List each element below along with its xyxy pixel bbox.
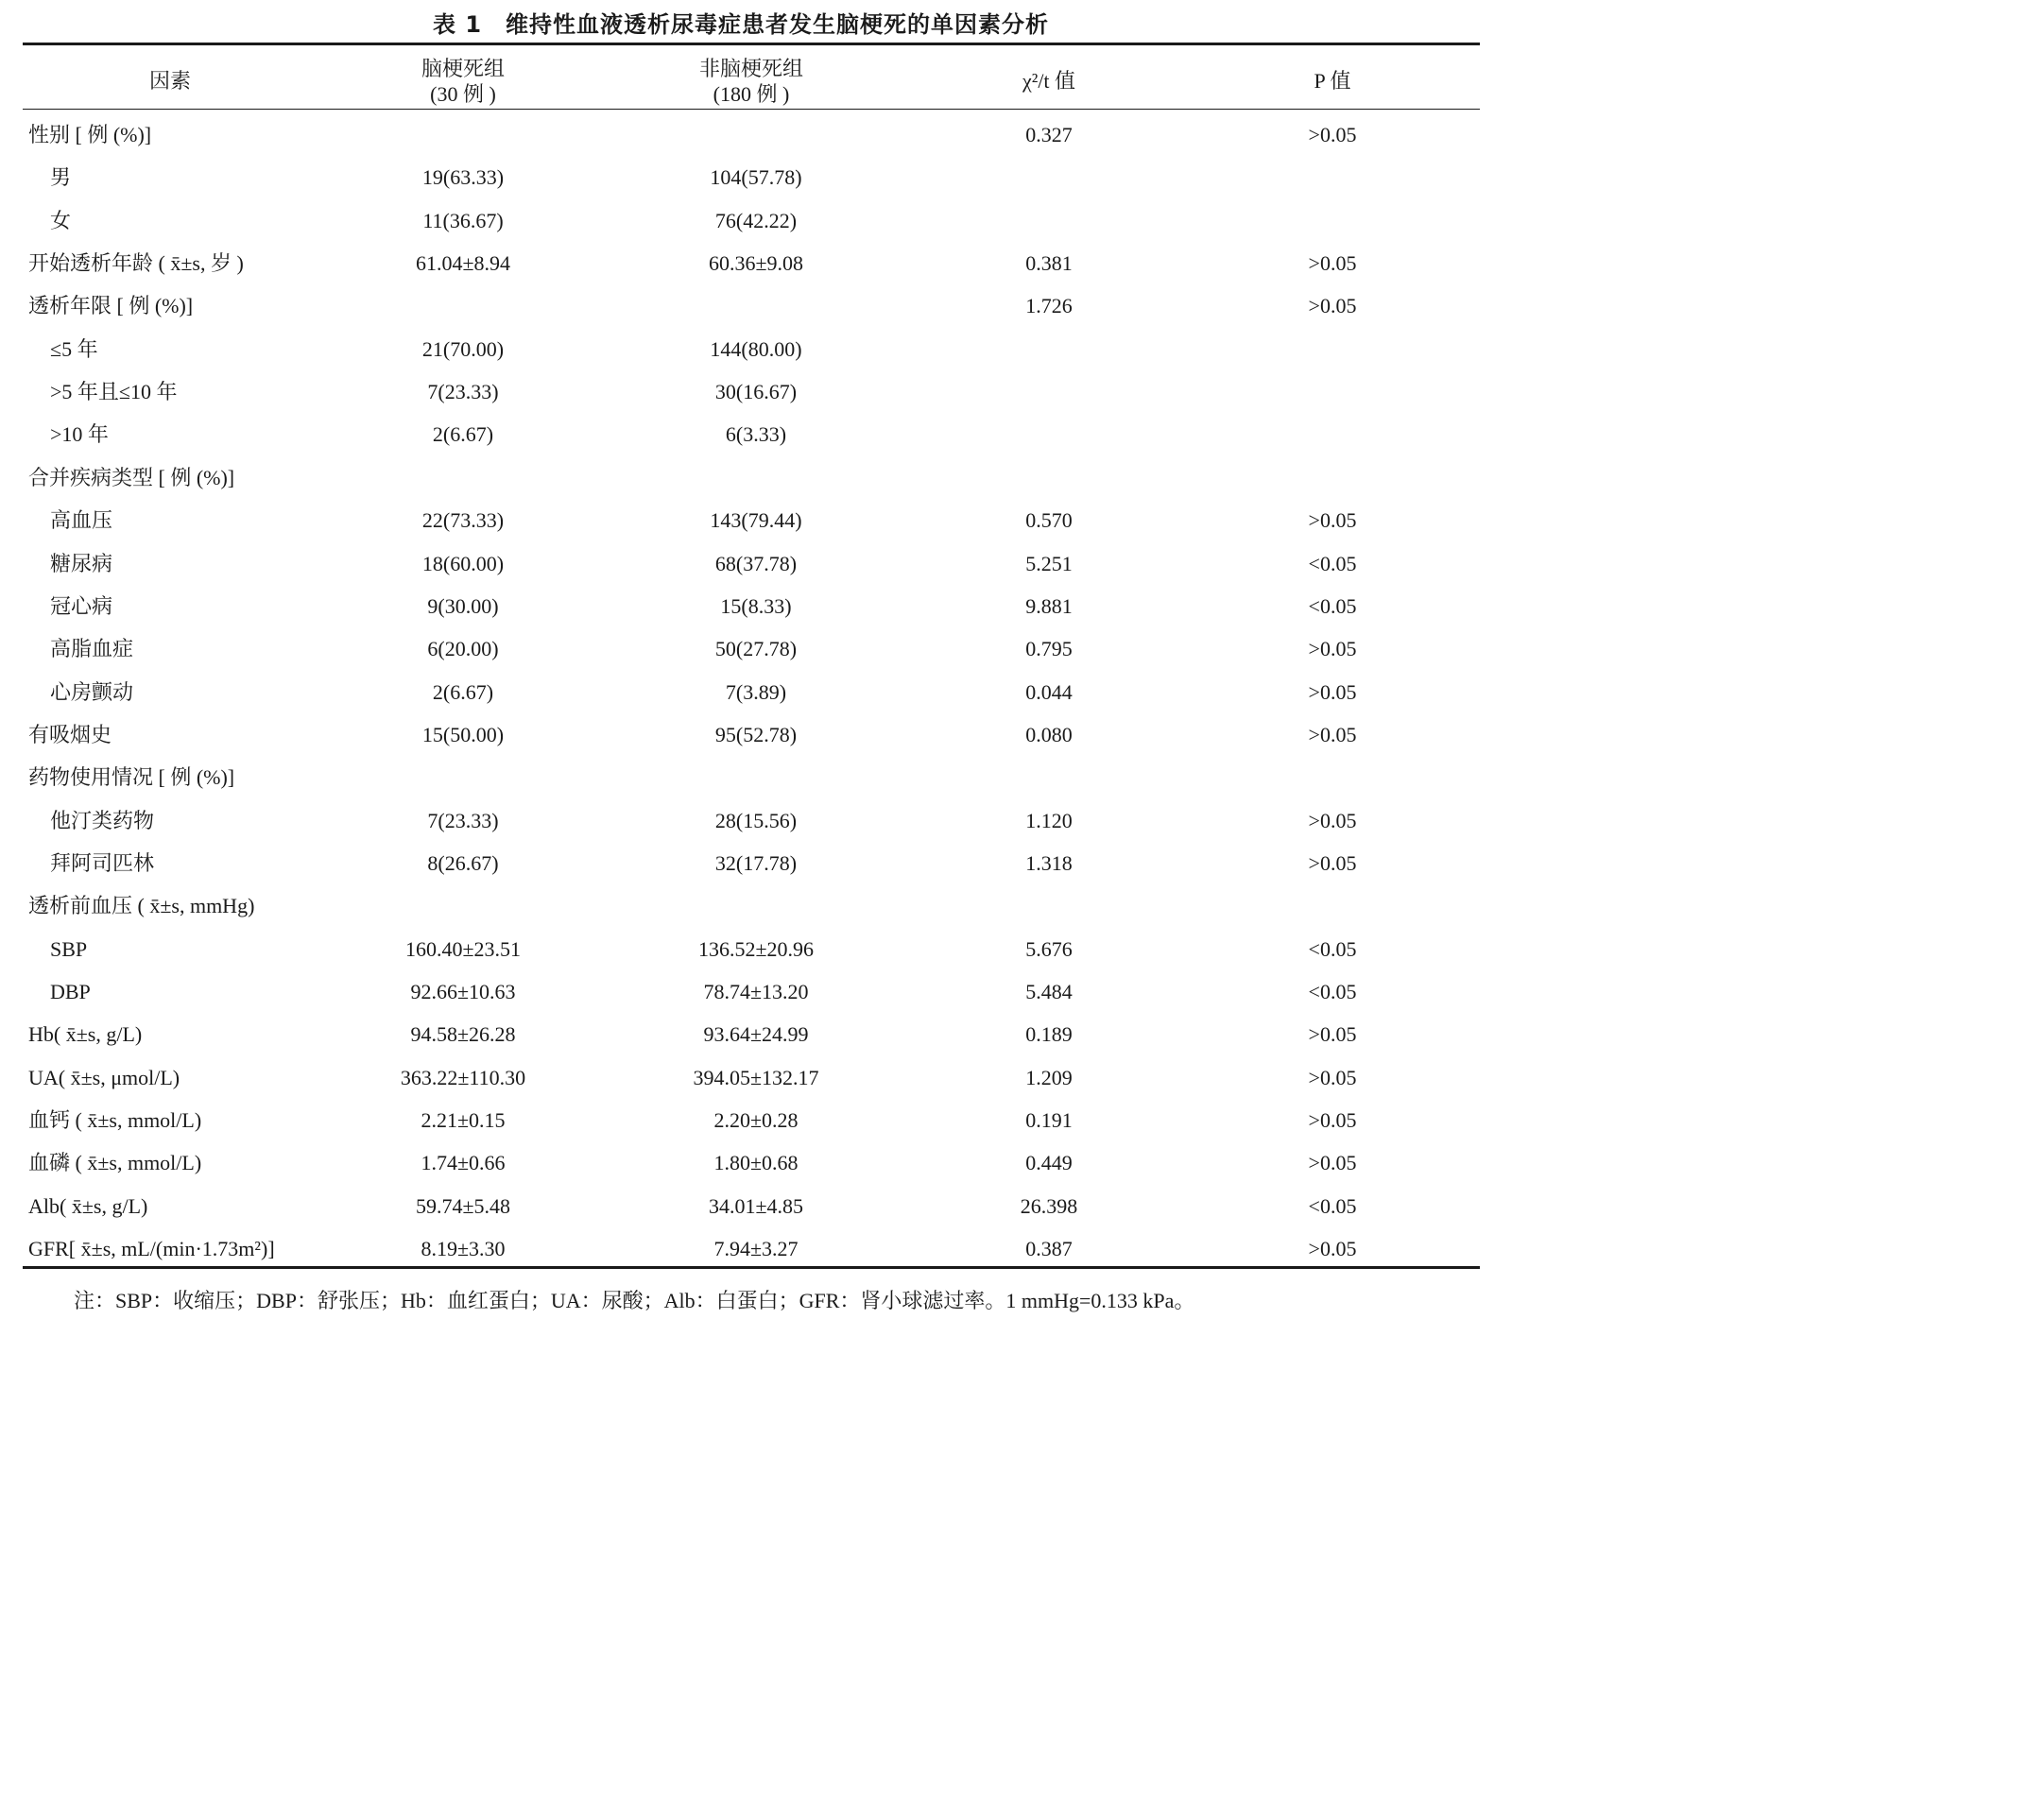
row-factor-cell: 开始透析年龄 ( x̄±s, 岁 )	[28, 251, 244, 276]
row-infarct-cell: 94.58±26.28	[410, 1022, 516, 1047]
row-factor-cell: 有吸烟史	[28, 722, 112, 746]
table-row	[0, 420, 1482, 449]
row-non-infarct-cell: 30(16.67)	[714, 380, 798, 404]
table-row	[0, 464, 1482, 492]
row-infarct-cell: 363.22±110.30	[400, 1065, 526, 1089]
row-factor-cell: 合并疾病类型 [ 例 (%)]	[28, 465, 235, 489]
table-row	[0, 978, 1482, 1006]
row-non-infarct-cell: 34.01±4.85	[708, 1193, 804, 1218]
row-factor-cell: 男	[50, 165, 72, 190]
row-factor-cell: SBP	[50, 936, 88, 961]
row-factor-cell: ≤5 年	[50, 336, 98, 361]
row-factor-cell: 拜阿司匹林	[50, 850, 155, 875]
row-infarct-cell: 59.74±5.48	[415, 1193, 511, 1218]
row-infarct-cell: 2(6.67)	[432, 422, 494, 447]
table-row	[0, 635, 1482, 663]
table-row	[0, 592, 1482, 621]
row-stat-cell: 0.570	[1025, 508, 1073, 533]
table-row	[0, 807, 1482, 835]
row-infarct-cell: 2.21±0.15	[421, 1108, 506, 1133]
table-row	[0, 249, 1482, 278]
row-factor-cell: 心房颤动	[50, 679, 134, 704]
table-row	[0, 763, 1482, 792]
row-p-cell: >0.05	[1308, 294, 1357, 318]
row-factor-cell: >10 年	[50, 422, 109, 447]
row-non-infarct-cell: 7.94±3.27	[713, 1237, 799, 1261]
row-infarct-cell: 7(23.33)	[427, 380, 499, 404]
row-factor-cell: 他汀类药物	[50, 808, 155, 832]
table-row	[0, 678, 1482, 707]
row-non-infarct-cell: 76(42.22)	[714, 208, 798, 232]
row-factor-cell: 高脂血症	[50, 637, 134, 661]
row-non-infarct-cell: 50(27.78)	[714, 637, 798, 661]
table-row	[0, 506, 1482, 535]
header-infarct-label: 脑梗死组	[421, 57, 505, 80]
row-infarct-cell: 8(26.67)	[427, 850, 499, 875]
row-infarct-cell: 9(30.00)	[427, 593, 499, 618]
row-stat-cell: 1.318	[1025, 850, 1073, 875]
row-factor-cell: >5 年且≤10 年	[50, 380, 178, 404]
row-stat-cell: 1.209	[1025, 1065, 1073, 1089]
table-row	[0, 163, 1482, 192]
table-row	[0, 935, 1482, 964]
row-infarct-cell: 15(50.00)	[421, 722, 505, 746]
row-p-cell: >0.05	[1308, 1237, 1357, 1261]
row-infarct-cell: 1.74±0.66	[421, 1151, 506, 1175]
table-row	[0, 335, 1482, 364]
table-row	[0, 292, 1482, 320]
row-stat-cell: 5.676	[1025, 936, 1073, 961]
row-p-cell: >0.05	[1308, 508, 1357, 533]
row-p-cell: >0.05	[1308, 808, 1357, 832]
row-non-infarct-cell: 394.05±132.17	[693, 1065, 819, 1089]
row-factor-cell: 透析前血压 ( x̄±s, mmHg)	[28, 894, 255, 918]
row-stat-cell: 0.080	[1025, 722, 1073, 746]
header-infarct-count: (30 例 )	[430, 82, 496, 106]
row-infarct-cell: 8.19±3.30	[421, 1237, 506, 1261]
row-infarct-cell: 11(36.67)	[422, 208, 504, 232]
table-row	[0, 207, 1482, 235]
table-row	[0, 1149, 1482, 1177]
row-infarct-cell: 92.66±10.63	[410, 980, 516, 1003]
row-non-infarct-cell: 15(8.33)	[720, 593, 792, 618]
row-non-infarct-cell: 93.64±24.99	[703, 1022, 809, 1047]
row-non-infarct-cell: 28(15.56)	[714, 808, 798, 832]
row-stat-cell: 0.387	[1025, 1237, 1073, 1261]
row-non-infarct-cell: 68(37.78)	[714, 551, 798, 575]
row-factor-cell: 糖尿病	[50, 551, 113, 575]
table-bottom-rule	[23, 1266, 1480, 1269]
header-factor	[76, 68, 265, 94]
row-non-infarct-cell: 6(3.33)	[725, 422, 787, 447]
row-non-infarct-cell: 136.52±20.96	[697, 936, 815, 961]
row-p-cell: >0.05	[1308, 722, 1357, 746]
row-infarct-cell: 6(20.00)	[427, 637, 499, 661]
row-factor-cell: GFR[ x̄±s, mL/(min·1.73m²)]	[28, 1237, 275, 1261]
row-stat-cell: 0.327	[1025, 123, 1073, 146]
row-infarct-cell: 19(63.33)	[421, 165, 505, 190]
table-row	[0, 1106, 1482, 1135]
row-p-cell: >0.05	[1308, 1151, 1357, 1175]
header-non-infarct-count: (180 例 )	[713, 82, 790, 106]
header-non-infarct-label: 非脑梗死组	[698, 57, 803, 80]
row-factor-cell: 透析年限 [ 例 (%)]	[28, 294, 194, 318]
header-factor-label: 因素	[148, 69, 191, 93]
row-factor-cell: 女	[50, 208, 72, 232]
table-row	[0, 1064, 1482, 1092]
row-factor-cell: Hb( x̄±s, g/L)	[28, 1022, 143, 1047]
row-p-cell: >0.05	[1308, 123, 1357, 146]
row-stat-cell: 0.044	[1025, 679, 1073, 704]
row-factor-cell: Alb( x̄±s, g/L)	[28, 1193, 148, 1218]
table-row	[0, 892, 1482, 920]
row-p-cell: >0.05	[1308, 850, 1357, 875]
row-p-cell: <0.05	[1308, 551, 1357, 575]
row-factor-cell: 冠心病	[50, 593, 113, 618]
row-infarct-cell: 18(60.00)	[421, 551, 505, 575]
row-p-cell: >0.05	[1308, 1022, 1357, 1047]
row-non-infarct-cell: 95(52.78)	[714, 722, 798, 746]
row-factor-cell: 性别 [ 例 (%)]	[28, 123, 152, 146]
row-factor-cell: 血钙 ( x̄±s, mmol/L)	[28, 1108, 202, 1133]
row-non-infarct-cell: 143(79.44)	[710, 508, 802, 533]
row-non-infarct-cell: 60.36±9.08	[708, 251, 804, 276]
row-non-infarct-cell: 1.80±0.68	[713, 1151, 799, 1175]
row-non-infarct-cell: 144(80.00)	[710, 336, 802, 361]
row-stat-cell: 0.795	[1025, 637, 1073, 661]
row-non-infarct-cell: 2.20±0.28	[713, 1108, 799, 1133]
row-stat-cell: 1.726	[1025, 294, 1073, 318]
row-factor-cell: 药物使用情况 [ 例 (%)]	[28, 765, 235, 790]
row-stat-cell: 9.881	[1025, 593, 1073, 618]
row-p-cell: <0.05	[1308, 593, 1357, 618]
row-factor-cell: DBP	[50, 980, 91, 1003]
header-infarct-group	[321, 56, 605, 107]
row-p-cell: >0.05	[1308, 1065, 1357, 1089]
header-stat-label: χ²/t 值	[1022, 69, 1076, 93]
row-stat-cell: 0.191	[1025, 1108, 1073, 1133]
row-factor-cell: 血磷 ( x̄±s, mmol/L)	[28, 1151, 202, 1175]
row-stat-cell: 26.398	[1020, 1193, 1078, 1218]
header-p	[1257, 68, 1408, 94]
row-stat-cell: 0.449	[1025, 1151, 1073, 1175]
table-row	[0, 1235, 1482, 1263]
row-p-cell: >0.05	[1308, 1108, 1357, 1133]
row-stat-cell: 5.484	[1025, 980, 1073, 1003]
row-p-cell: <0.05	[1308, 980, 1357, 1003]
row-non-infarct-cell: 7(3.89)	[725, 679, 787, 704]
table-row	[0, 121, 1482, 149]
header-p-label: P 值	[1314, 69, 1351, 93]
table-top-rule	[23, 43, 1480, 45]
row-infarct-cell: 2(6.67)	[432, 679, 494, 704]
table-header-rule	[23, 109, 1480, 110]
row-infarct-cell: 21(70.00)	[421, 336, 505, 361]
row-factor-cell: UA( x̄±s, μmol/L)	[28, 1065, 180, 1089]
header-stat	[973, 68, 1125, 94]
table-row	[0, 721, 1482, 749]
row-factor-cell: 高血压	[50, 508, 113, 533]
row-stat-cell: 0.381	[1025, 251, 1073, 276]
row-infarct-cell: 61.04±8.94	[415, 251, 511, 276]
table-row	[0, 550, 1482, 578]
table-footnote: 注：SBP：收缩压；DBP：舒张压；Hb：血红蛋白；UA：尿酸；Alb：白蛋白；GFR：肾小球滤过率。1 mmHg=0.133 kPa。	[74, 1289, 1195, 1312]
table-row	[0, 1192, 1482, 1221]
row-p-cell: >0.05	[1308, 251, 1357, 276]
row-stat-cell: 0.189	[1025, 1022, 1073, 1047]
row-infarct-cell: 160.40±23.51	[404, 936, 522, 961]
table-row	[0, 378, 1482, 406]
row-non-infarct-cell: 104(57.78)	[710, 165, 802, 190]
row-non-infarct-cell: 32(17.78)	[714, 850, 798, 875]
table-title: 表 1 维持性血液透析尿毒症患者发生脑梗死的单因素分析	[432, 11, 1050, 38]
table-row	[0, 1020, 1482, 1049]
row-p-cell: <0.05	[1308, 1193, 1357, 1218]
row-stat-cell: 5.251	[1025, 551, 1073, 575]
row-infarct-cell: 7(23.33)	[427, 808, 499, 832]
row-infarct-cell: 22(73.33)	[421, 508, 505, 533]
header-non-infarct-group	[610, 56, 893, 107]
row-non-infarct-cell: 78.74±13.20	[703, 980, 809, 1003]
row-p-cell: <0.05	[1308, 936, 1357, 961]
row-p-cell: >0.05	[1308, 679, 1357, 704]
table-row	[0, 849, 1482, 878]
row-p-cell: >0.05	[1308, 637, 1357, 661]
row-stat-cell: 1.120	[1025, 808, 1073, 832]
